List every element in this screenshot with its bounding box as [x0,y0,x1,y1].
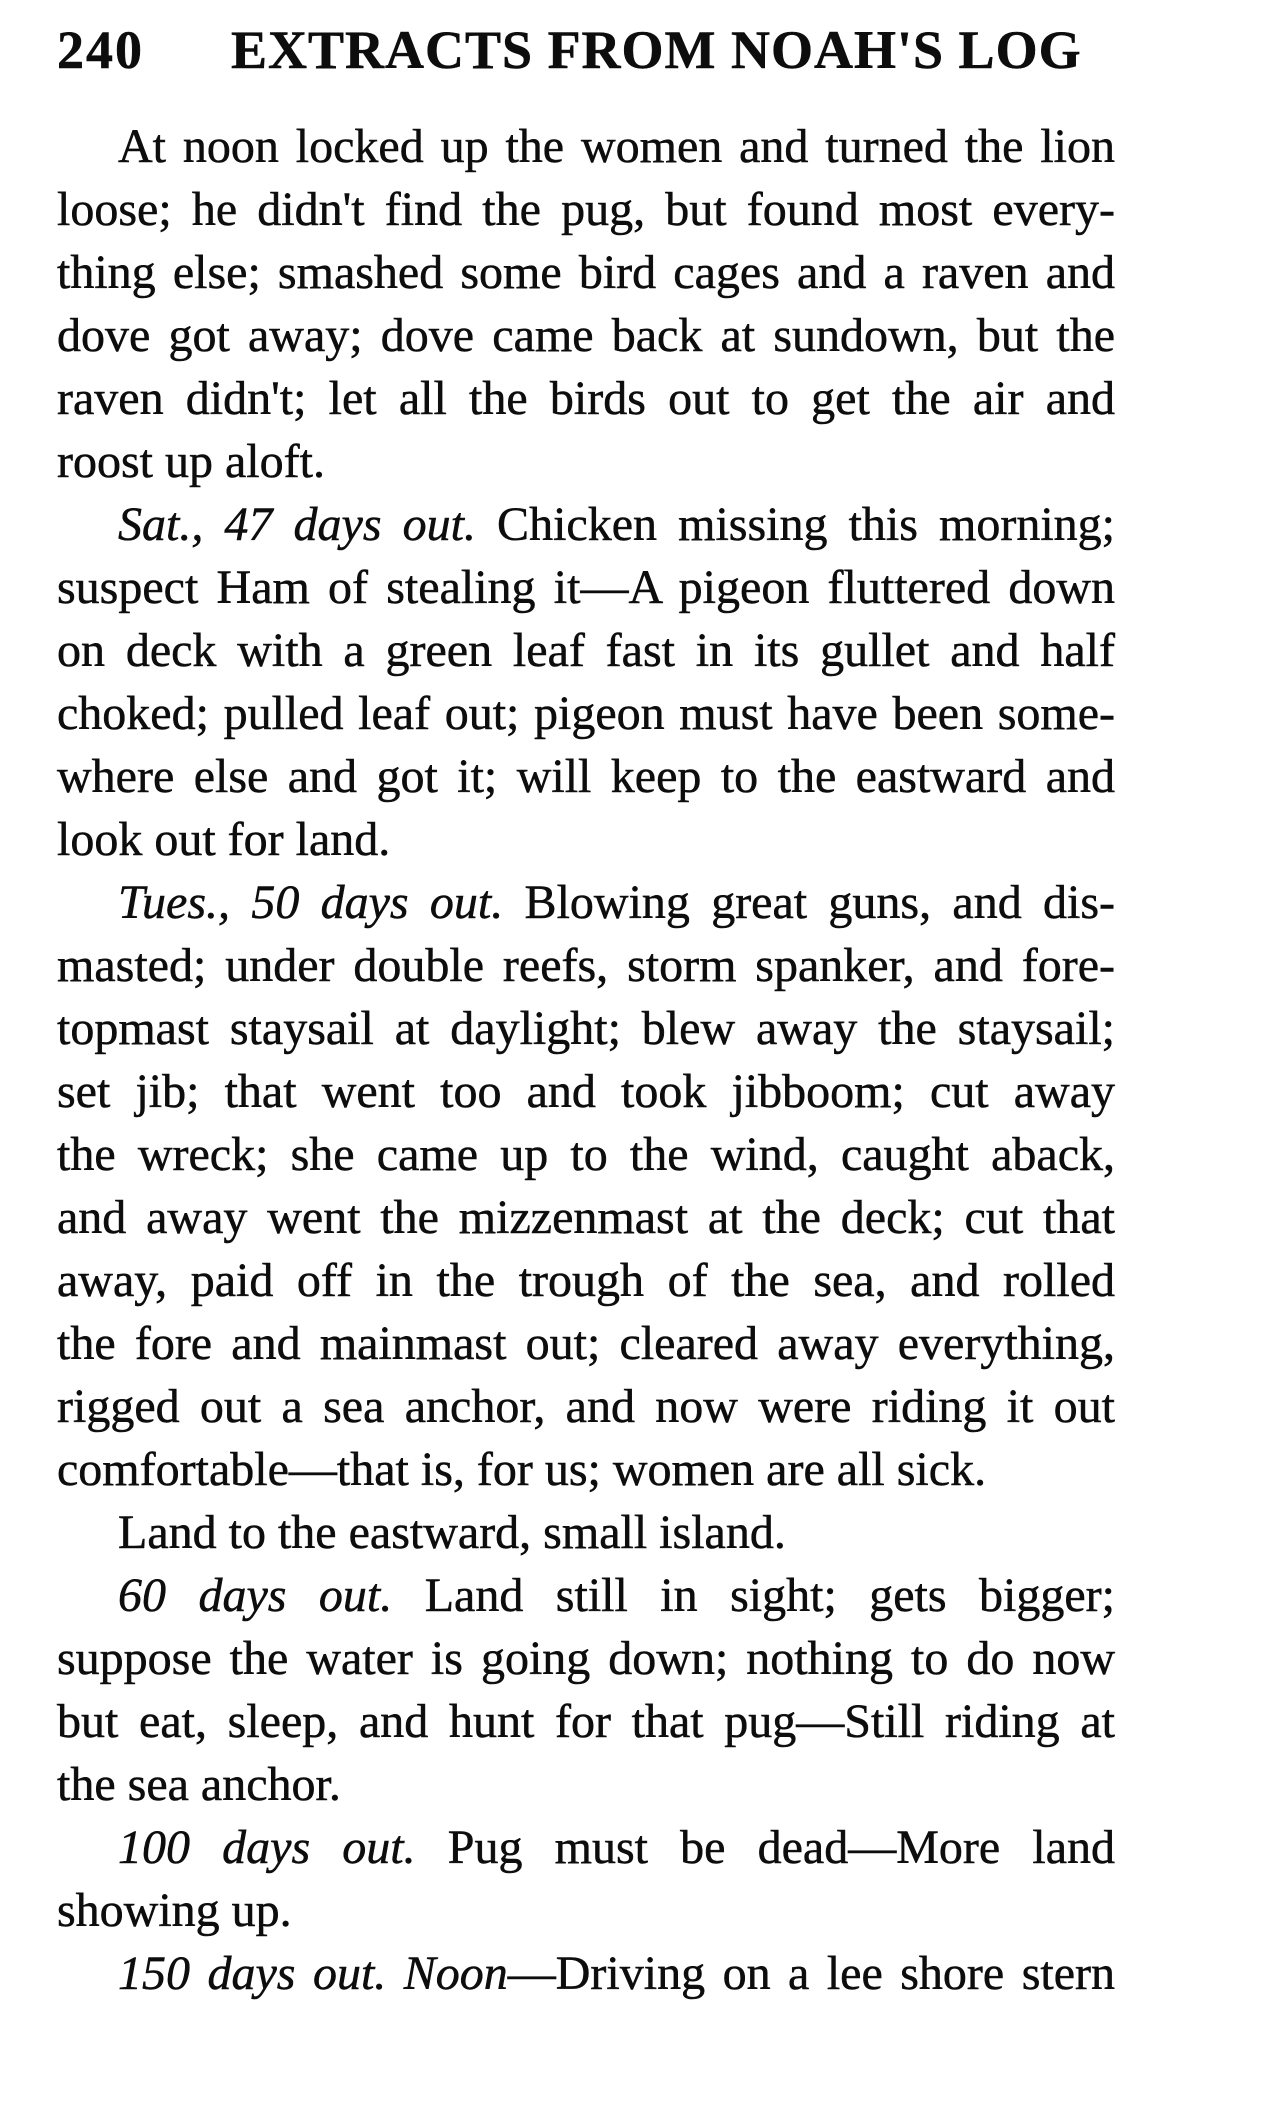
text-line [57,1564,1115,1627]
line-text: Land to the eastward, small island. [118,1506,786,1559]
text-line [57,556,1115,619]
text-line [57,1186,1115,1249]
line-text: on deck with a green leaf fast in its gullet and half [57,624,1115,677]
line-text: topmast staysail at daylight; blew away the staysail; [57,1002,1115,1055]
line-text: masted; under double reefs, storm spanker, and fore- [57,939,1115,992]
text-line [57,367,1115,430]
line-text: set jib; that went too and took jibboom; cut away [57,1065,1115,1118]
line-text: comfortable—that is, for us; women are all sick. [57,1443,987,1496]
text-line [57,682,1115,745]
text-line [57,1879,1115,1942]
line-text: look out for land. [57,813,391,866]
line-text: —Driving on a lee shore stern [507,1947,1115,2000]
log-date-lead: 100 days out. [118,1821,416,1874]
page-header [57,21,1115,79]
text-line [57,304,1115,367]
text-line [57,1249,1115,1312]
text-line [57,493,1115,556]
text-line [57,1438,1115,1501]
text-line [57,1816,1115,1879]
page-text-block [57,115,1115,2005]
text-line [57,1942,1115,2005]
line-text: raven didn't; let all the birds out to get the air and [57,372,1115,425]
line-text: Chicken missing this morning; [475,498,1116,551]
line-text: rigged out a sea anchor, and now were riding it out [57,1380,1115,1433]
line-text: Pug must be dead—More land [415,1821,1115,1874]
line-text: where else and got it; will keep to the eastward and [57,750,1115,803]
line-text: dove got away; dove came back at sundown, but the [57,309,1115,362]
log-date-lead: Tues., 50 days out. [118,876,504,929]
log-date-lead: 150 days out. Noon [118,1947,508,2000]
text-line [57,241,1115,304]
text-line [57,808,1115,871]
line-text: the fore and mainmast out; cleared away everything, [57,1317,1115,1370]
text-line [57,934,1115,997]
text-line [57,178,1115,241]
line-text: Blowing great guns, and dis- [503,876,1115,929]
text-line [57,745,1115,808]
line-text: Land still in sight; gets bigger; [392,1569,1115,1622]
log-date-lead: 60 days out. [118,1569,393,1622]
line-text: thing else; smashed some bird cages and a raven and [57,246,1115,299]
line-text: loose; he didn't find the pug, but found most every- [57,183,1115,236]
line-text: roost up aloft. [57,435,325,488]
line-text: suppose the water is going down; nothing to do now [57,1632,1115,1685]
text-line [57,1375,1115,1438]
page-number: 240 [57,20,144,80]
text-line [57,1627,1115,1690]
text-line [57,1312,1115,1375]
log-date-lead: Sat., 47 days out. [118,498,476,551]
text-line [57,1123,1115,1186]
text-line [57,1060,1115,1123]
text-line [57,997,1115,1060]
text-line [57,1501,1115,1564]
text-line [57,1753,1115,1816]
line-text: the sea anchor. [57,1758,341,1811]
line-text: showing up. [57,1884,292,1937]
text-line [57,619,1115,682]
line-text: but eat, sleep, and hunt for that pug—Still riding at [57,1695,1115,1748]
line-text: choked; pulled leaf out; pigeon must have been some- [57,687,1115,740]
text-line [57,1690,1115,1753]
text-line [57,871,1115,934]
text-line [57,430,1115,493]
line-text: and away went the mizzenmast at the deck; cut that [57,1191,1115,1244]
line-text: the wreck; she came up to the wind, caught aback, [57,1128,1115,1181]
line-text: suspect Ham of stealing it—A pigeon fluttered down [57,561,1115,614]
running-head-title: EXTRACTS FROM NOAH'S LOG [231,20,1082,80]
line-text: At noon locked up the women and turned the lion [118,120,1115,173]
line-text: away, paid off in the trough of the sea, and rolled [57,1254,1115,1307]
text-line [57,115,1115,178]
